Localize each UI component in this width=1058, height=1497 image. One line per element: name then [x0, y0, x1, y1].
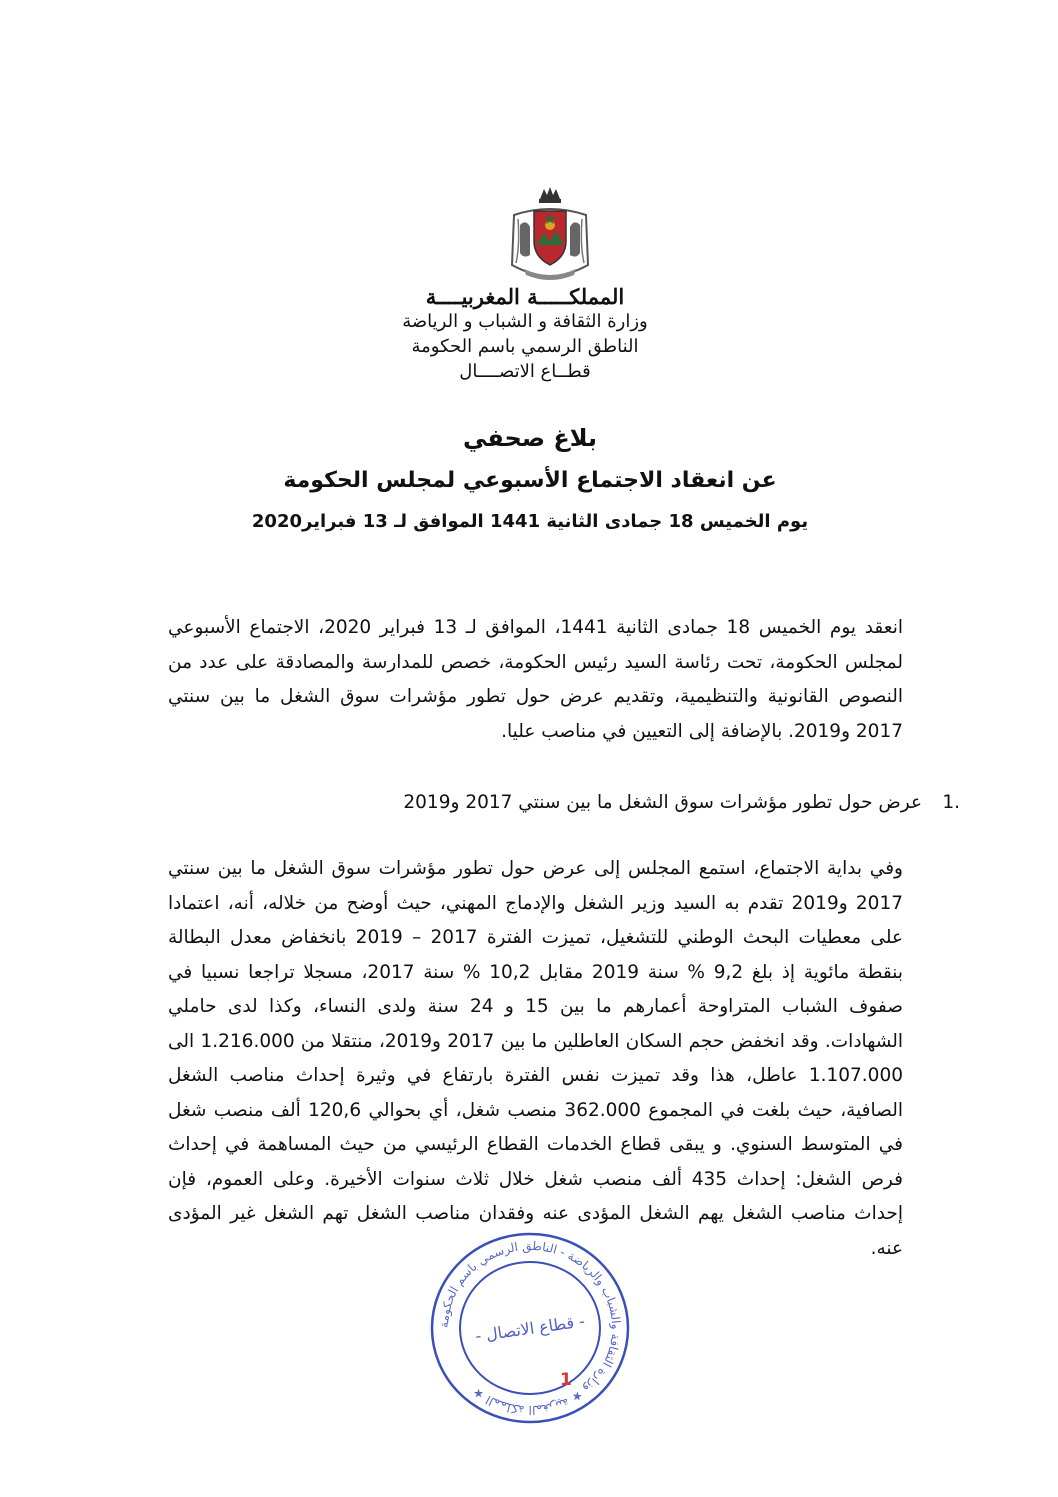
royal-coat-of-arms-icon [500, 185, 600, 285]
ministry-name: وزارة الثقافة و الشباب و الرياضة [402, 311, 648, 332]
letterhead [380, 284, 670, 384]
press-release-date: يوم الخميس 18 جمادى الثانية 1441 الموافق لـ 13 فبراير2020 [251, 511, 809, 532]
section-title: عرض حول تطور مؤشرات سوق الشغل ما بين سنتي 2017 و2019 [403, 792, 922, 813]
kingdom-name: المملكـــــة المغربيــــة [425, 284, 625, 309]
page-number: 1 [560, 1370, 572, 1390]
stamp-center-text: - قطاع الاتصال - [474, 1311, 587, 1346]
spokesman-title: الناطق الرسمي باسم الحكومة [411, 336, 639, 357]
official-stamp-icon [425, 1228, 635, 1428]
press-release-title: بلاغ صحفي [462, 424, 598, 452]
intro-paragraph: انعقد يوم الخميس 18 جمادى الثانية 1441، الموافق لـ 13 فبراير 2020، الاجتماع الأسبوعي لمجلس الحكومة، تحت رئاسة السيد رئيس الحكومة، خصص للمدارسة والمصادقة على عدد من النصوص القانونية والتنظيمية، وتقديم عرض حول تطور مؤشرات سوق الشغل ما بين سنتي 2017 و2019. بالإضافة إلى التعيين في مناصب عليا. [168, 617, 903, 742]
sector-name: قطــاع الاتصــــال [459, 361, 591, 382]
section-heading [300, 788, 960, 818]
stamp-ring-text: المملكة المغربية ★ وزارة الثقافة والشباب والرياضة - الناطق الرسمي باسم الحكومة ★ [436, 1238, 624, 1418]
section-number: 1. [942, 792, 960, 813]
section-paragraph: وفي بداية الاجتماع، استمع المجلس إلى عرض حول تطور مؤشرات سوق الشغل ما بين سنتي 2017 و2019 تقدم به السيد وزير الشغل والإدماج المهني، حيث أوضح من خلاله، أنه، اعتمادا على معطيات البحث الوطني للتشغيل، تميزت الفترة 2017 – 2019 بانخفاض معدل البطالة بنقطة مائوية إذ بلغ 9,2 % سنة 2019 مقابل 10,2 % سنة 2017، مسجلا تراجعا نسبيا في صفوف الشباب المتراوحة أعمارهم ما بين 15 و 24 سنة ولدى النساء، وكذا لدى حاملي الشهادات. وقد انخفض حجم السكان العاطلين ما بين 2017 و2019، منتقلا من 1.216.000 الى 1.107.000 عاطل، هذا وقد تميزت نفس الفترة بارتفاع في وثيرة إحداث مناصب الشغل الصافية، حيث بلغت في المجموع 362.000 منصب شغل، أي بحوالي 120,6 ألف منصب شغل في المتوسط السنوي. و يبقى قطاع الخدمات القطاع الرئيسي من حيث المساهمة في إحداث فرص الشغل: إحداث 435 ألف منصب شغل خلال ثلاث سنوات الأخيرة. وعلى العموم، فإن إحداث مناصب الشغل يهم الشغل المؤدى عنه وفقدان مناصب الشغل تهم الشغل غير المؤدى عنه. [168, 858, 904, 1259]
press-release-subtitle: عن انعقاد الاجتماع الأسبوعي لمجلس الحكومة [283, 468, 777, 493]
